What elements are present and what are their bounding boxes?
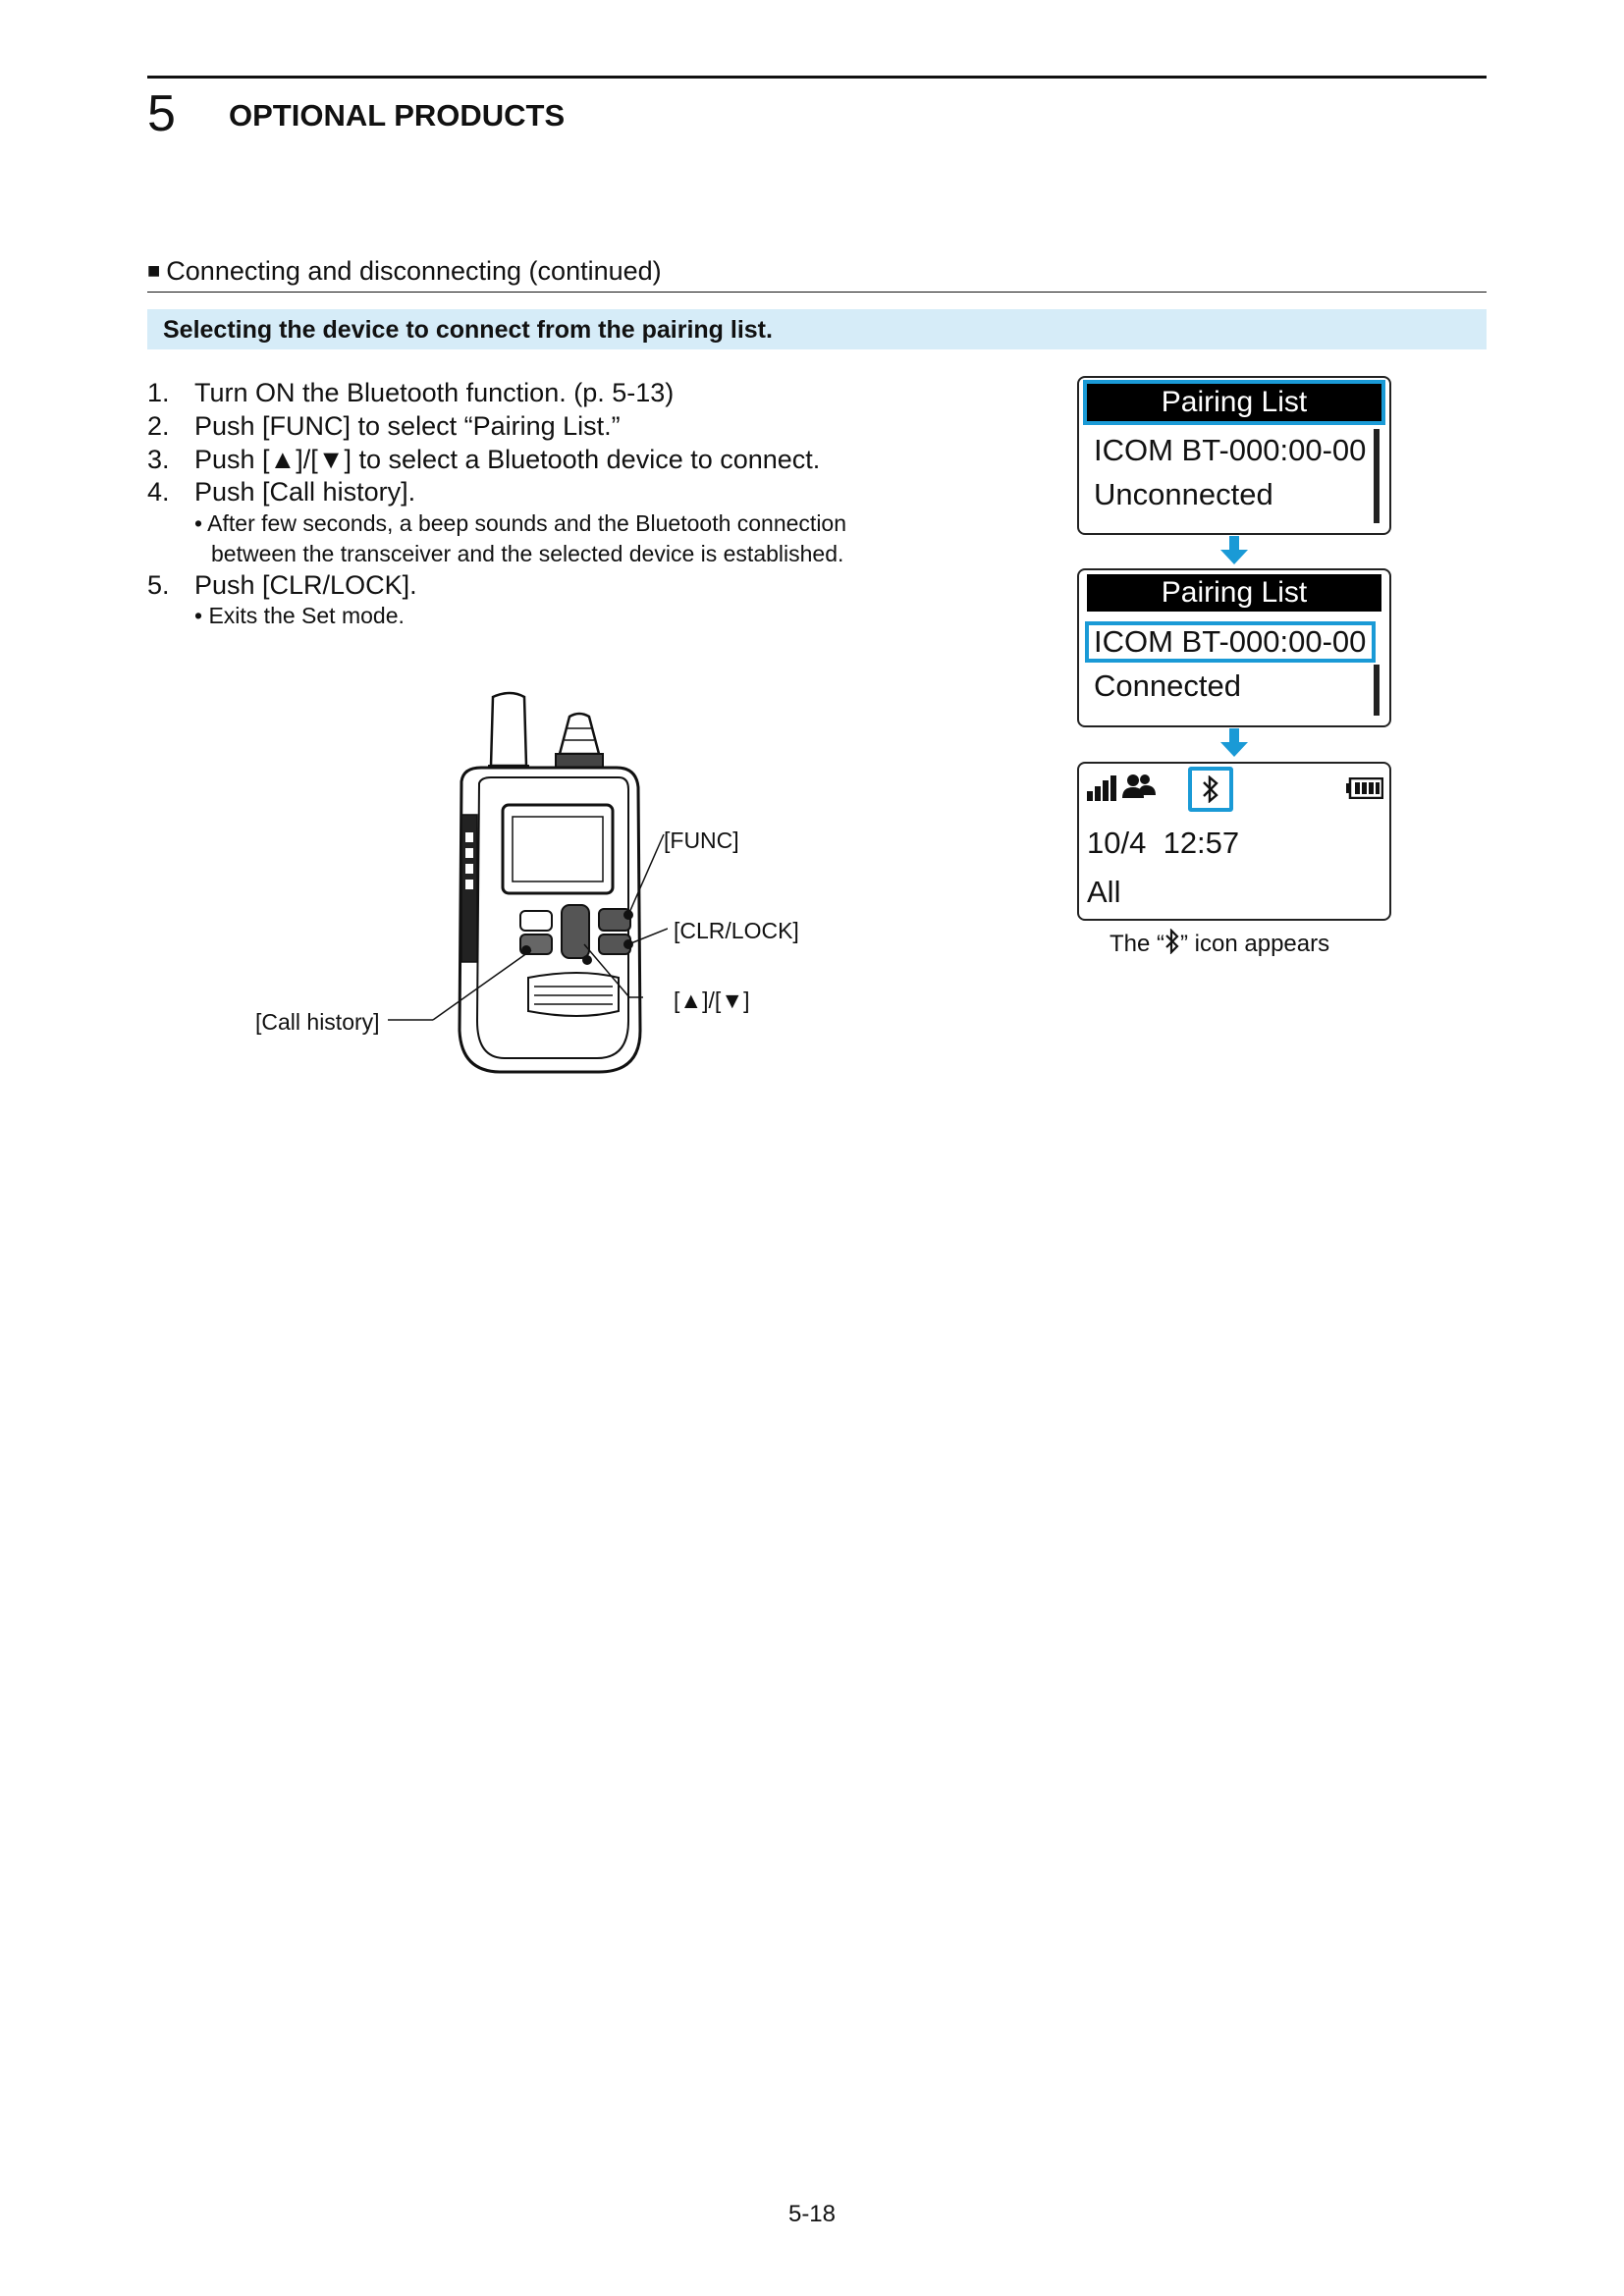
step-4-note-line-2: between the transceiver and the selected device is established. xyxy=(211,541,844,566)
down-arrow-icon xyxy=(1218,726,1251,760)
date: 10/4 xyxy=(1087,826,1147,860)
step-4-number: 4. xyxy=(147,477,170,507)
connection-status: Unconnected xyxy=(1094,477,1273,511)
screen-caption xyxy=(1110,929,1329,959)
bluetooth-icon xyxy=(1201,775,1220,803)
lcd-screen-connected xyxy=(1077,568,1391,727)
device-name: ICOM BT-000:00-00 xyxy=(1094,433,1367,467)
callout-leader-lines xyxy=(388,942,643,1031)
caption-suffix: ” icon appears xyxy=(1180,931,1330,957)
page-number: 5-18 xyxy=(787,2201,837,2227)
callout-clr-lock: [CLR/LOCK] xyxy=(674,918,799,943)
step-1-text: Turn ON the Bluetooth function. (p. 5-13) xyxy=(194,378,675,407)
chapter-number: 5 xyxy=(147,85,176,142)
section-rule xyxy=(147,292,1487,293)
caption-prefix: The “ xyxy=(1110,931,1165,957)
step-4-text: Push [Call history]. xyxy=(194,477,416,507)
down-arrow-icon xyxy=(1218,534,1251,567)
chapter-title: OPTIONAL PRODUCTS xyxy=(229,98,566,133)
step-5-text: Push [CLR/LOCK]. xyxy=(194,570,417,600)
section-title xyxy=(147,254,662,290)
selection-highlight xyxy=(1083,380,1385,425)
time: 12:57 xyxy=(1163,826,1240,860)
scrollbar xyxy=(1374,429,1380,523)
device-name: ICOM BT-000:00-00 xyxy=(1094,624,1367,659)
step-4-note-line-1: • After few seconds, a beep sounds and the Bluetooth connection xyxy=(194,510,847,536)
scrollbar xyxy=(1374,665,1380,716)
section-bullet: ■ xyxy=(147,258,161,283)
step-1-number: 1. xyxy=(147,378,170,407)
signal-strength-icon xyxy=(1087,775,1116,801)
step-3-number: 3. xyxy=(147,445,170,474)
header-rule xyxy=(147,76,1487,79)
group-icon xyxy=(1122,774,1156,799)
group-name: All xyxy=(1087,875,1121,909)
pairing-list-title: Pairing List xyxy=(1087,574,1381,612)
lcd-screen-unconnected xyxy=(1077,376,1391,535)
battery-icon xyxy=(1346,777,1383,799)
step-2-number: 2. xyxy=(147,411,170,441)
connection-status: Connected xyxy=(1094,668,1241,703)
step-5-note: • Exits the Set mode. xyxy=(194,603,405,628)
subsection-title: Selecting the device to connect from the pairing list. xyxy=(163,316,773,344)
pairing-list-title: Pairing List xyxy=(1087,384,1381,421)
callout-call-history: [Call history] xyxy=(255,1009,380,1035)
date-time xyxy=(1087,825,1239,862)
lcd-screen-standby xyxy=(1077,762,1391,921)
bluetooth-icon xyxy=(1164,929,1180,954)
callout-func: [FUNC] xyxy=(664,828,739,853)
section-title-text: Connecting and disconnecting (continued) xyxy=(166,256,662,286)
step-2-text: Push [FUNC] to select “Pairing List.” xyxy=(194,411,621,441)
callout-up-down: [▲]/[▼] xyxy=(674,988,750,1013)
step-3-text: Push [▲]/[▼] to select a Bluetooth device to connect. xyxy=(194,445,821,474)
step-5-number: 5. xyxy=(147,570,170,600)
